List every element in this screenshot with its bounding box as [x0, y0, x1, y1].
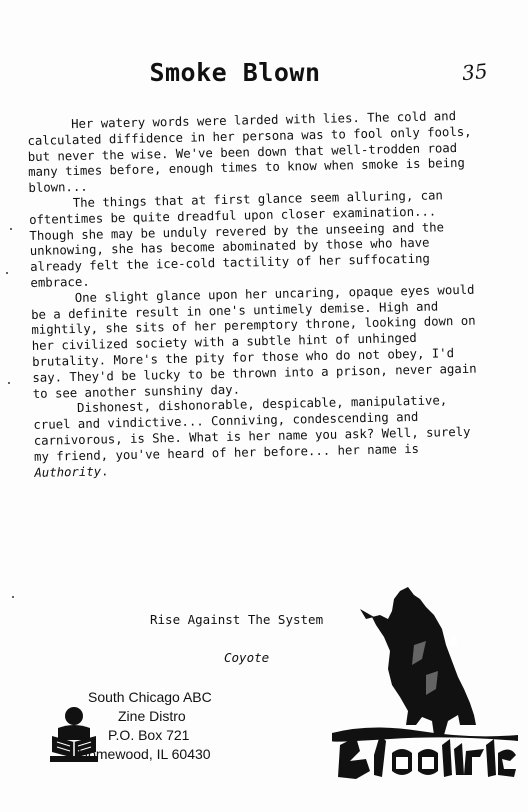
page-number: 35 — [460, 58, 489, 86]
distro-subtitle: Zine Distro — [118, 708, 186, 724]
paragraph-3: One slight glance upon her uncaring, opaque eyes would be a definite result in one's untimely demise. High and mightily, she sits of her peremptory throne, looking down on her civilized society with a subtle hint of unhinged brutality. More's the pity for those who do not obey, I'd say. They'd be lucky to be thrown into a prison, never again to see another sunshiny day. — [30, 282, 477, 401]
distro-address — [78, 688, 248, 764]
author-signature: Coyote — [224, 650, 270, 665]
howling-coyote-icon — [330, 585, 520, 785]
distro-po-box: P.O. Box 721 — [108, 727, 190, 743]
scan-speck — [6, 272, 8, 274]
paragraph-4 — [33, 393, 485, 481]
closing-line: Rise Against The System — [150, 612, 324, 627]
paragraph-1: Her watery words were larded with lies. The cold and calculated diffidence in her persona was to fool only fools, but never the wise. We've been down that well-trodden road many times before, enough times to know when smoke is being blown... — [27, 109, 472, 196]
page-title: Smoke Blown — [149, 58, 321, 87]
scan-speck — [10, 228, 12, 230]
distro-city: Homewood, IL 60430 — [78, 746, 211, 762]
paragraph-2: The things that at first glance seem alluring, can oftentimes be quite dreadful upon closer examination... Though she may be unduly revered by the unseeing and the unknowing, she has become abominated by those who have already felt the ice-cold tactility of her suffocating embrace. — [28, 188, 445, 290]
poem-body — [27, 109, 485, 482]
authority-word: Authority — [34, 464, 102, 480]
paragraph-4-end: . — [100, 463, 109, 479]
scan-speck — [12, 596, 14, 598]
scan-speck — [8, 382, 10, 384]
distro-name: South Chicago ABC — [88, 689, 212, 705]
paragraph-4-text: Dishonest, dishonorable, despicable, manipulative, cruel and vindictive... Conniving, condescending and carnivorous, is She. What is her name you ask? Well, surely my friend, you've heard of her before... her name is — [33, 393, 471, 464]
